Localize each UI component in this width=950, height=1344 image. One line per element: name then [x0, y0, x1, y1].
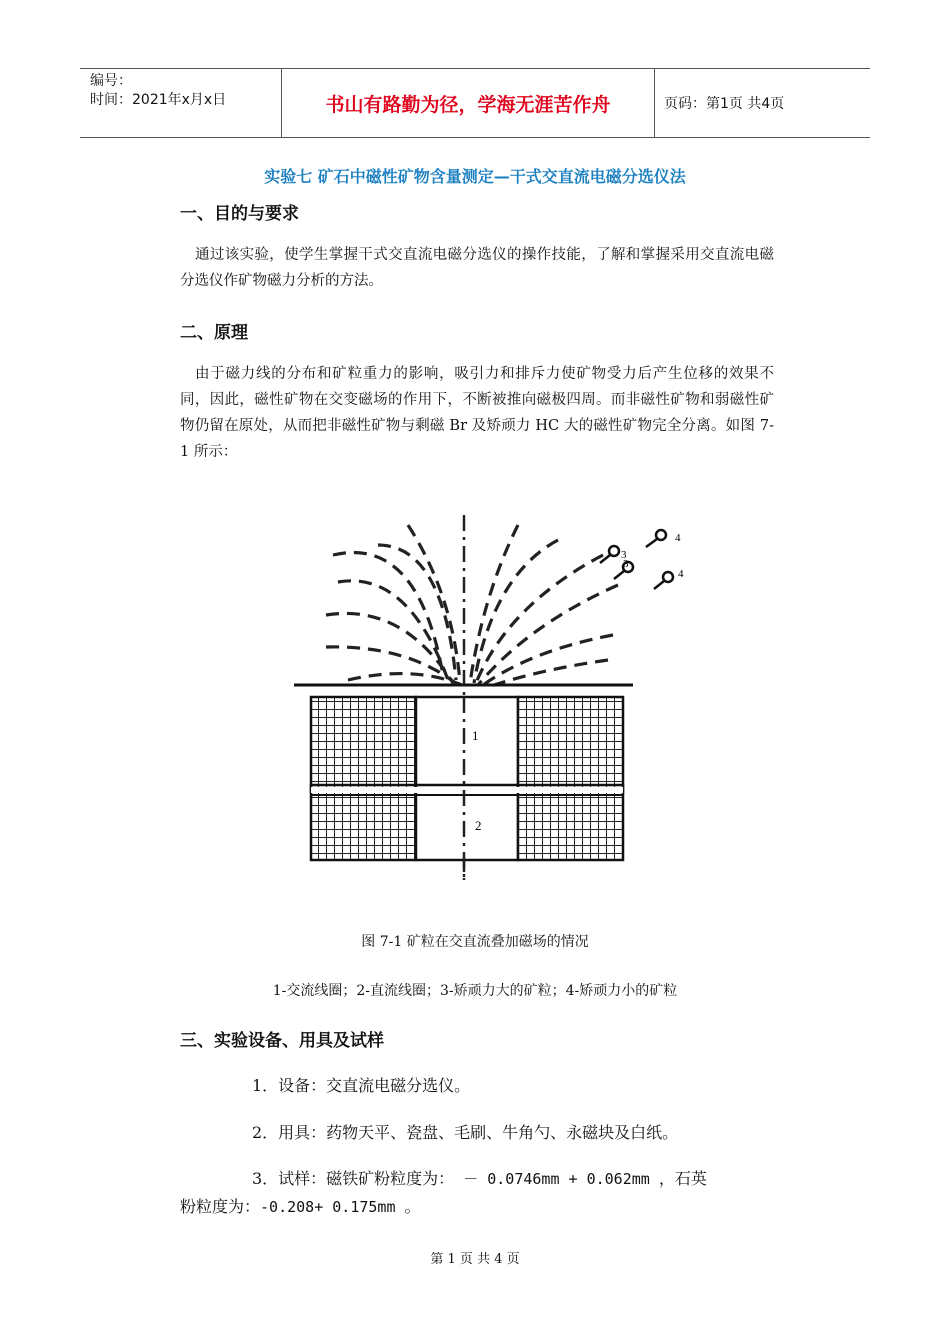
document-title: 实验七 矿石中磁性矿物含量测定—干式交直流电磁分选仪法: [264, 167, 686, 186]
dc-coil-left: [311, 785, 416, 860]
dc-coil-core: [416, 785, 518, 860]
label-4b: 4: [678, 568, 684, 580]
section-1-title: 一、目的与要求: [180, 204, 299, 224]
serial-label: 编号：: [90, 73, 132, 89]
section-1-text: 通过该实验，使学生掌握干式交直流电磁分选仪的操作技能，了解和掌握采用交直流电磁分选仪作矿物磁力分析的方法。: [180, 247, 774, 289]
section-2-text: 由于磁力线的分布和矿粒重力的影响，吸引力和排斥力使矿物受力后产生位移的效果不同，因此，磁性矿物在交变磁场的作用下，不断被推向磁极四周。而非磁性矿物和弱磁性矿物仍留在原处，从而把非磁性矿物与剩磁 Br 及矫顽力 HC 大的磁性矿物完全分离。如图 7-1 所示：: [180, 366, 774, 460]
header-table: [80, 68, 870, 138]
item-sample: [252, 1166, 707, 1189]
ac-coil-core: [416, 697, 518, 792]
figure-7-1: [238, 485, 706, 885]
label-2: 2: [475, 818, 482, 833]
motto: 书山有路勤为径，学海无涯苦作舟: [281, 69, 655, 137]
page-info: 页码：第1页 共4页: [664, 96, 785, 112]
header-left-cell: [80, 69, 280, 137]
item-sample-end: 。: [404, 1197, 421, 1216]
magnetic-field-diagram: [238, 485, 706, 885]
field-lines: [326, 525, 618, 687]
label-1: 1: [472, 728, 479, 743]
ac-coil-right: [518, 697, 623, 792]
label-4a: 4: [675, 532, 681, 544]
item-equipment: 1．设备：交直流电磁分选仪。: [252, 1076, 471, 1095]
item-sample-quartz-label: 粉粒度为：: [180, 1197, 261, 1216]
label-3b: 3: [623, 558, 629, 570]
figure-caption: 图 7-1 矿粒在交直流叠加磁场的情况: [361, 934, 589, 950]
dc-coil-right: [518, 785, 623, 860]
section-3-title: 三、实验设备、用具及试样: [180, 1031, 384, 1051]
ac-coil-left: [311, 697, 416, 792]
particles: [600, 530, 673, 589]
section-2-title: 二、原理: [180, 323, 248, 343]
figure-legend: 1-交流线圈；2-直流线圈；3-矫顽力大的矿粒；4-矫顽力小的矿粒: [272, 983, 678, 999]
item-tools: 2．用具：药物天平、瓷盘、毛刷、牛角勺、永磁块及白纸。: [252, 1123, 679, 1142]
label-3a: 3: [621, 549, 627, 561]
item-sample-tail: ，石英: [658, 1169, 707, 1188]
item-sample-line2: [180, 1194, 421, 1217]
item-sample-size-b: -0.208+ 0.175mm: [260, 1198, 405, 1216]
item-sample-size-a: － 0.0746mm + 0.062mm: [454, 1170, 659, 1188]
page-footer: 第 1 页 共 4 页: [430, 1252, 520, 1267]
item-sample-label: 3．试样：磁铁矿粉粒度为：: [252, 1169, 455, 1188]
time-label: 时间：2021年x月x日: [90, 92, 227, 108]
